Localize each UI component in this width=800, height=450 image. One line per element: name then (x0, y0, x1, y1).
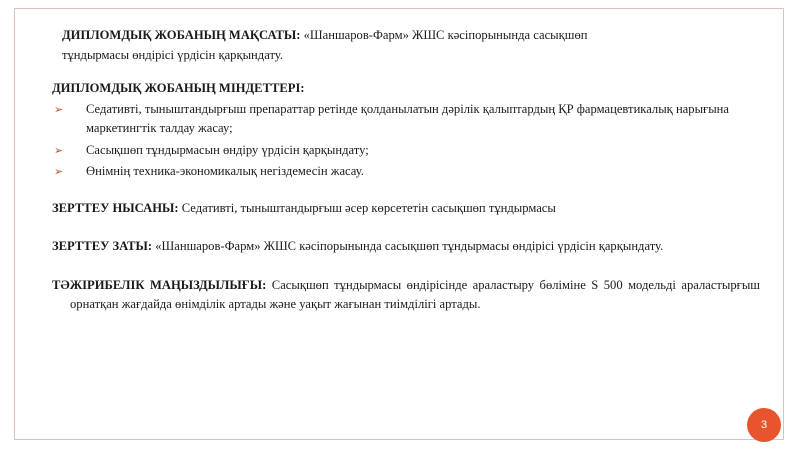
list-item (52, 162, 760, 182)
research-object (52, 199, 760, 219)
project-tasks-list (52, 100, 760, 182)
practical-significance (52, 276, 760, 315)
task-text: Седативті, тыныштандырғыш препараттар ретінде қолданылатын дәрілік қалыптардың ҚР фармацевтикалық нарығына маркетингтік талдау жасау; (86, 101, 729, 135)
project-goal-continuation (52, 46, 760, 66)
arrow-bullet-icon: ➢ (54, 165, 64, 178)
research-subject-label: ЗЕРТТЕУ ЗАТЫ: (52, 239, 153, 253)
research-object-text: Седативті, тыныштандырғыш әсер көрсететін сасықшөп тұндырмасы (178, 200, 556, 215)
research-subject-text: «Шаншаров-Фарм» ЖШС кәсіпорынында сасықшөп тұндырмасы өндірісі үрдісін қарқындату. (152, 239, 664, 253)
slide-content (52, 26, 760, 315)
project-goal-text-line2: тұндырмасы өндірісі үрдісін қарқындату. (62, 47, 283, 62)
arrow-bullet-icon: ➢ (54, 102, 64, 116)
task-text: Сасықшөп тұндырмасын өндіру үрдісін қарқындату; (86, 142, 369, 157)
project-goal-label: ДИПЛОМДЫҚ ЖОБАНЫҢ МАҚСАТЫ: (62, 28, 301, 42)
project-goal-text-line1: «Шаншаров-Фарм» ЖШС кәсіпорынында сасықшөп (303, 28, 588, 42)
arrow-bullet-icon: ➢ (54, 143, 64, 157)
research-subject (52, 237, 760, 257)
list-item (52, 141, 760, 161)
project-tasks-heading (52, 79, 760, 99)
practical-significance-text: Сасықшөп тұндырмасы өндірісінде араластыру бөліміне S 500 модельді араластырғыш орнатқан жағдайда өнімділік артады және уақыт жағынан тиімділігі артады. (70, 277, 761, 311)
task-text: Өнімнің техника-экономикалық негіздемесін жасау. (86, 164, 364, 178)
project-goal (52, 26, 760, 46)
page-number-badge: 3 (747, 408, 781, 442)
list-item (52, 100, 760, 139)
research-object-label: ЗЕРТТЕУ НЫСАНЫ: (52, 200, 179, 215)
project-tasks-label: ДИПЛОМДЫҚ ЖОБАНЫҢ МІНДЕТТЕРІ: (52, 81, 305, 95)
practical-significance-label: ТӘЖІРИБЕЛІК МАҢЫЗДЫЛЫҒЫ: (52, 277, 267, 292)
